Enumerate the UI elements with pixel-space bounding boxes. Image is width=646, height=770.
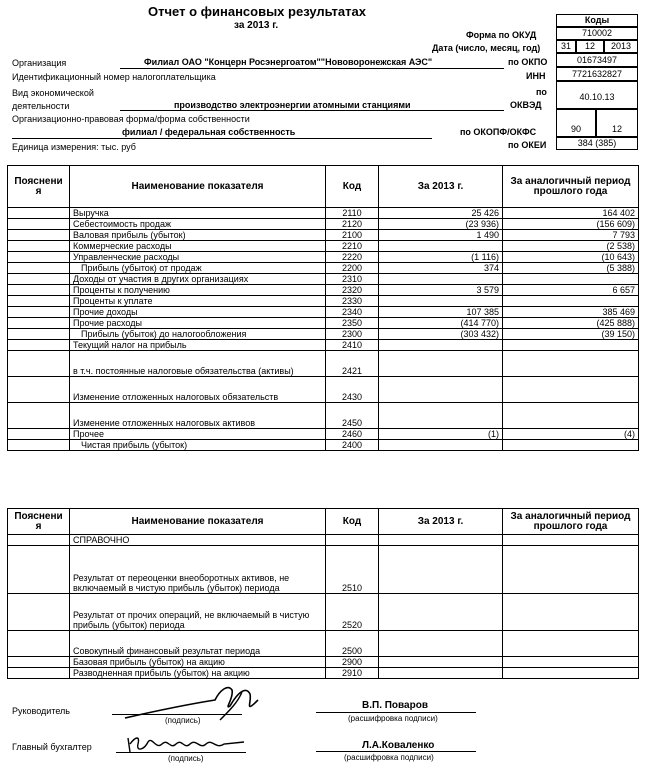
notes-cell <box>8 340 70 351</box>
table-row <box>8 329 639 340</box>
code-cell: 2450 <box>326 403 379 429</box>
prev-value-cell <box>503 546 639 594</box>
date-year: 2013 <box>604 40 638 53</box>
notes-cell <box>8 274 70 285</box>
current-value-cell <box>379 241 503 252</box>
name-cell <box>70 296 326 307</box>
name-cell <box>70 252 326 263</box>
current-value-cell: (303 432) <box>379 329 503 340</box>
col-current-header: За 2013 г. <box>379 166 503 208</box>
row-label: Текущий налог на прибыль <box>73 340 187 350</box>
current-value-cell <box>379 535 503 546</box>
reference-table <box>7 508 639 679</box>
table-row <box>8 440 639 451</box>
table-row <box>8 263 639 274</box>
notes-cell <box>8 668 70 679</box>
code-cell: 2430 <box>326 377 379 403</box>
prev-value-cell: 7 793 <box>503 230 639 241</box>
prev-value-cell <box>503 594 639 631</box>
current-value-cell <box>379 594 503 631</box>
row-label: Чистая прибыль (убыток) <box>81 440 188 450</box>
name-cell <box>70 219 326 230</box>
col-current-header: За 2013 г. <box>379 509 503 535</box>
head-label: Руководитель <box>12 706 70 716</box>
current-value-cell <box>379 274 503 285</box>
inn-value: 7721632827 <box>556 67 638 81</box>
name-cell <box>70 377 326 403</box>
notes-cell <box>8 285 70 296</box>
activity-label-2: деятельности <box>12 101 70 111</box>
okopf-value: 90 <box>556 109 596 137</box>
table-row <box>8 546 639 594</box>
form-value: филиал / федеральная собственность <box>122 127 296 137</box>
prev-value-cell <box>503 440 639 451</box>
notes-cell <box>8 296 70 307</box>
code-cell: 2421 <box>326 351 379 377</box>
inn-label: ИНН <box>526 71 546 81</box>
current-value-cell: (1) <box>379 429 503 440</box>
row-label: Валовая прибыль (убыток) <box>73 230 186 240</box>
notes-cell <box>8 241 70 252</box>
current-value-cell: 25 426 <box>379 208 503 219</box>
code-cell: 2120 <box>326 219 379 230</box>
notes-cell <box>8 377 70 403</box>
name-cell: Совокупный финансовый результат периода <box>70 631 326 657</box>
okei-value: 384 (385) <box>556 137 638 150</box>
prev-value-cell <box>503 631 639 657</box>
okved-po: по <box>536 87 547 97</box>
name-cell <box>70 351 326 377</box>
current-value-cell <box>379 377 503 403</box>
notes-cell <box>8 263 70 274</box>
table-row <box>8 252 639 263</box>
prev-value-cell: (39 150) <box>503 329 639 340</box>
prev-value-cell <box>503 377 639 403</box>
row-label: Выручка <box>73 208 109 218</box>
current-value-cell: (1 116) <box>379 252 503 263</box>
acc-name-caption: (расшифровка подписи) <box>344 753 434 762</box>
name-cell <box>70 440 326 451</box>
table-row <box>8 230 639 241</box>
current-value-cell <box>379 296 503 307</box>
prev-value-cell <box>503 668 639 679</box>
notes-cell <box>8 631 70 657</box>
col-name-header: Наименование показателя <box>70 166 326 208</box>
unit-label: Единица измерения: тыс. руб <box>12 142 136 152</box>
code-cell: 2220 <box>326 252 379 263</box>
table-row <box>8 296 639 307</box>
current-value-cell <box>379 440 503 451</box>
okfs-value: 12 <box>596 109 638 137</box>
code-cell: 2320 <box>326 285 379 296</box>
prev-value-cell <box>503 535 639 546</box>
code-cell: 2400 <box>326 440 379 451</box>
code-cell: 2310 <box>326 274 379 285</box>
form-label: Организационно-правовая форма/форма собственности <box>12 114 250 124</box>
row-label: Проценты к уплате <box>73 296 153 306</box>
prev-value-cell <box>503 351 639 377</box>
table-row <box>8 668 639 679</box>
code-cell: 2350 <box>326 318 379 329</box>
table-row <box>8 208 639 219</box>
row-label: Доходы от участия в других организациях <box>73 274 249 284</box>
row-label: Прочие доходы <box>73 307 138 317</box>
code-cell: 2410 <box>326 340 379 351</box>
table-row <box>8 631 639 657</box>
notes-cell <box>8 329 70 340</box>
current-value-cell: 374 <box>379 263 503 274</box>
table-row <box>8 403 639 429</box>
notes-cell <box>8 351 70 377</box>
current-value-cell: 107 385 <box>379 307 503 318</box>
report-title: Отчет о финансовых результатах <box>148 4 366 19</box>
code-cell: 2510 <box>326 546 379 594</box>
table-row <box>8 307 639 318</box>
inn-row-label: Идентификационный номер налогоплательщика <box>12 72 216 82</box>
col-prev-header: За аналогичный период прошлого года <box>503 166 639 208</box>
prev-value-cell <box>503 403 639 429</box>
codes-header: Коды <box>556 14 638 27</box>
date-month: 12 <box>576 40 604 53</box>
code-cell: 2910 <box>326 668 379 679</box>
table-row <box>8 535 639 546</box>
notes-cell <box>8 318 70 329</box>
row-label: Проценты к получению <box>73 285 170 295</box>
notes-cell <box>8 307 70 318</box>
prev-value-cell <box>503 340 639 351</box>
row-label: Прибыль (убыток) до налогообложения <box>81 329 247 339</box>
prev-value-cell: (2 538) <box>503 241 639 252</box>
prev-value-cell: (5 388) <box>503 263 639 274</box>
prev-value-cell: (10 643) <box>503 252 639 263</box>
head-name-caption: (расшифровка подписи) <box>348 714 438 723</box>
org-underline <box>120 68 504 69</box>
code-cell: 2500 <box>326 631 379 657</box>
code-cell: 2900 <box>326 657 379 668</box>
code-cell: 2200 <box>326 263 379 274</box>
row-label: Изменение отложенных налоговых активов <box>73 418 256 428</box>
date-label: Дата (число, месяц, год) <box>432 43 541 53</box>
current-value-cell <box>379 351 503 377</box>
current-value-cell: 1 490 <box>379 230 503 241</box>
row-label: Изменение отложенных налоговых обязательств <box>73 392 279 402</box>
name-cell <box>70 329 326 340</box>
row-label: Себестоимость продаж <box>73 219 171 229</box>
row-label: Прочие расходы <box>73 318 142 328</box>
okei-label: по ОКЕИ <box>508 140 547 150</box>
current-value-cell <box>379 631 503 657</box>
current-value-cell <box>379 403 503 429</box>
current-value-cell: 3 579 <box>379 285 503 296</box>
name-cell <box>70 263 326 274</box>
okpo-value: 01673497 <box>556 53 638 67</box>
head-signature <box>120 680 280 730</box>
table-row <box>8 340 639 351</box>
col-code-header: Код <box>326 509 379 535</box>
current-value-cell <box>379 668 503 679</box>
prev-value-cell: (4) <box>503 429 639 440</box>
name-cell <box>70 274 326 285</box>
name-cell <box>70 241 326 252</box>
prev-value-cell <box>503 657 639 668</box>
name-cell: Результат от прочих операций, не включаемый в чистую прибыль (убыток) периода <box>70 594 326 631</box>
name-cell <box>70 307 326 318</box>
code-cell: 2340 <box>326 307 379 318</box>
row-label: Управленческие расходы <box>73 252 180 262</box>
head-sign-caption: (подпись) <box>165 716 201 725</box>
code-cell: 2210 <box>326 241 379 252</box>
activity-value: производство электроэнергии атомными станциями <box>174 100 411 110</box>
org-label: Организация <box>12 58 67 68</box>
notes-cell <box>8 230 70 241</box>
prev-value-cell <box>503 296 639 307</box>
org-name: Филиал ОАО "Концерн Росэнергоатом""Нововоронежская АЭС" <box>144 57 433 67</box>
head-name: В.П. Поваров <box>362 700 428 711</box>
code-cell: 2300 <box>326 329 379 340</box>
notes-cell <box>8 219 70 230</box>
prev-value-cell: (156 609) <box>503 219 639 230</box>
col-notes-header: Пояснени я <box>8 166 70 208</box>
form-underline <box>12 138 432 139</box>
current-value-cell <box>379 546 503 594</box>
current-value-cell: (23 936) <box>379 219 503 230</box>
table-row <box>8 219 639 230</box>
table-row <box>8 241 639 252</box>
code-cell: 2460 <box>326 429 379 440</box>
current-value-cell <box>379 340 503 351</box>
name-cell: Результат от переоценки внеоборотных активов, не включаемый в чистую прибыль (убыток) периода <box>70 546 326 594</box>
row-label: в т.ч. постоянные налоговые обязательства (активы) <box>73 366 294 376</box>
notes-cell <box>8 252 70 263</box>
acc-sign-caption: (подпись) <box>168 754 204 763</box>
table1-header-row <box>8 166 639 208</box>
name-cell <box>70 318 326 329</box>
name-cell <box>70 285 326 296</box>
prev-value-cell <box>503 274 639 285</box>
head-name-line <box>316 712 476 713</box>
table-row <box>8 429 639 440</box>
accountant-name: Л.А.Коваленко <box>362 740 435 751</box>
notes-cell <box>8 429 70 440</box>
col-name-header: Наименование показателя <box>70 509 326 535</box>
okved-label: ОКВЭД <box>510 100 542 110</box>
notes-cell <box>8 546 70 594</box>
row-label: Прочее <box>73 429 104 439</box>
name-cell <box>70 429 326 440</box>
notes-cell <box>8 440 70 451</box>
current-value-cell: (414 770) <box>379 318 503 329</box>
notes-cell <box>8 535 70 546</box>
okud-value: 710002 <box>556 27 638 40</box>
name-cell <box>70 403 326 429</box>
code-cell: 2100 <box>326 230 379 241</box>
accountant-signature <box>120 730 260 758</box>
table-row <box>8 594 639 631</box>
col-notes-header: Пояснени я <box>8 509 70 535</box>
table-row <box>8 285 639 296</box>
okopf-label: по ОКОПФ/ОКФС <box>460 127 537 137</box>
notes-cell <box>8 657 70 668</box>
prev-value-cell: 6 657 <box>503 285 639 296</box>
row-label: Коммерческие расходы <box>73 241 172 251</box>
col-prev-header: За аналогичный период прошлого года <box>503 509 639 535</box>
name-cell: Базовая прибыль (убыток) на акцию <box>70 657 326 668</box>
prev-value-cell: 385 469 <box>503 307 639 318</box>
acc-name-line <box>316 751 476 752</box>
okpo-label: по ОКПО <box>508 57 548 67</box>
financial-results-table <box>7 165 639 451</box>
name-cell <box>70 208 326 219</box>
col-code-header: Код <box>326 166 379 208</box>
activity-label-1: Вид экономической <box>12 88 94 98</box>
accountant-label: Главный бухгалтер <box>12 742 92 752</box>
notes-cell <box>8 594 70 631</box>
table-row <box>8 318 639 329</box>
prev-value-cell: 164 402 <box>503 208 639 219</box>
notes-cell <box>8 208 70 219</box>
table-row <box>8 351 639 377</box>
table-row <box>8 377 639 403</box>
okved-value: 40.10.13 <box>556 81 638 109</box>
date-day: 31 <box>556 40 576 53</box>
code-cell <box>326 535 379 546</box>
activity-underline <box>120 110 504 111</box>
prev-value-cell: (425 888) <box>503 318 639 329</box>
name-cell: Разводненная прибыль (убыток) на акцию <box>70 668 326 679</box>
report-period: за 2013 г. <box>234 20 279 31</box>
row-label: Прибыль (убыток) от продаж <box>81 263 202 273</box>
code-cell: 2330 <box>326 296 379 307</box>
table-row <box>8 274 639 285</box>
name-cell: СПРАВОЧНО <box>70 535 326 546</box>
table2-header-row <box>8 509 639 535</box>
table-row <box>8 657 639 668</box>
current-value-cell <box>379 657 503 668</box>
notes-cell <box>8 403 70 429</box>
code-cell: 2110 <box>326 208 379 219</box>
code-cell: 2520 <box>326 594 379 631</box>
okud-label: Форма по ОКУД <box>466 30 537 40</box>
name-cell <box>70 230 326 241</box>
name-cell <box>70 340 326 351</box>
